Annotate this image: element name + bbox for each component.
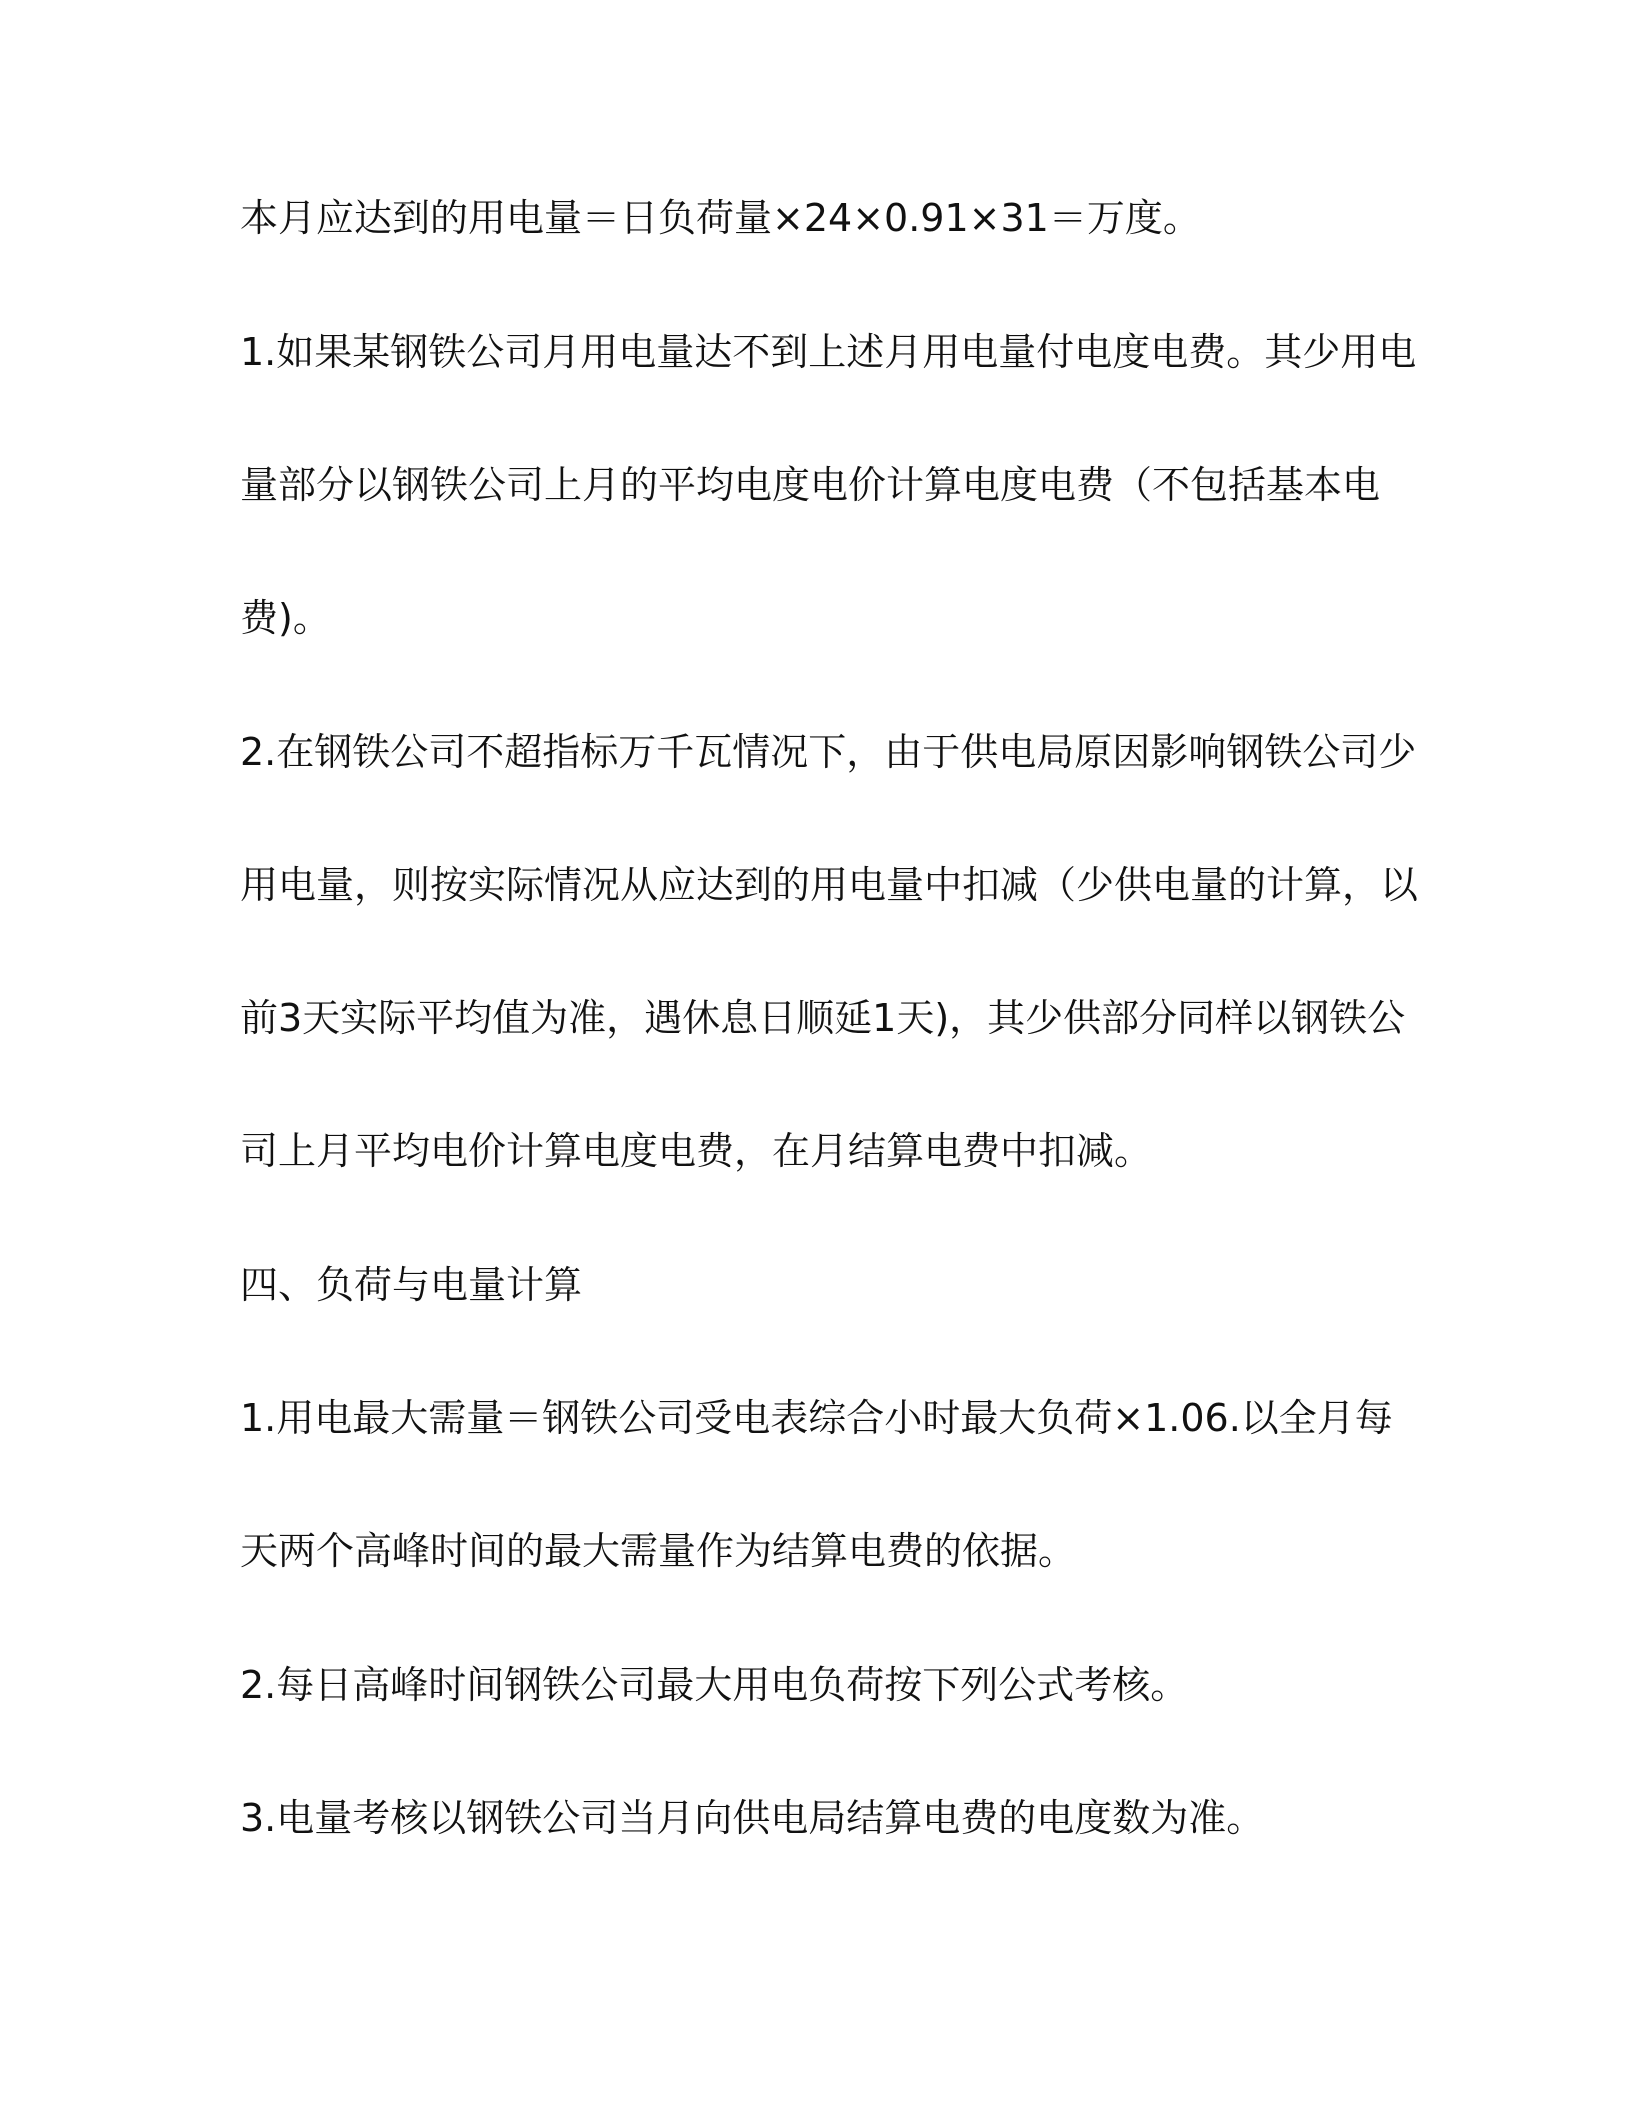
text-line-item-1-part-2: 量部分以钢铁公司上月的平均电度电价计算电度电费（不包括基本电 (240, 463, 1381, 507)
text-line-peak-load-assessment: 2.每日高峰时间钢铁公司最大用电负荷按下列公式考核。 (240, 1663, 1189, 1707)
text-line-item-2-part-4: 司上月平均电价计算电度电费，在月结算电费中扣减。 (240, 1129, 1153, 1173)
text-line-item-1-part-3: 费)。 (240, 596, 331, 640)
text-line-monthly-consumption-formula: 本月应达到的用电量＝日负荷量×24×0.91×31＝万度。 (240, 196, 1201, 240)
text-line-item-2-part-3: 前3天实际平均值为准，遇休息日顺延1天)，其少供部分同样以钢铁公 (240, 996, 1406, 1040)
text-line-item-2-part-1: 2.在钢铁公司不超指标万千瓦情况下，由于供电局原因影响钢铁公司少 (240, 730, 1417, 774)
text-line-item-2-part-2: 用电量，则按实际情况从应达到的用电量中扣减（少供电量的计算，以 (240, 863, 1419, 907)
section-heading-load-and-consumption: 四、负荷与电量计算 (240, 1263, 583, 1307)
text-line-item-1-part-1: 1.如果某钢铁公司月用电量达不到上述月用电量付电度电费。其少用电 (240, 330, 1417, 374)
text-line-max-demand-part-2: 天两个高峰时间的最大需量作为结算电费的依据。 (240, 1529, 1077, 1573)
text-line-consumption-assessment: 3.电量考核以钢铁公司当月向供电局结算电费的电度数为准。 (240, 1796, 1265, 1840)
text-line-max-demand-part-1: 1.用电最大需量＝钢铁公司受电表综合小时最大负荷×1.06.以全月每 (240, 1396, 1393, 1440)
